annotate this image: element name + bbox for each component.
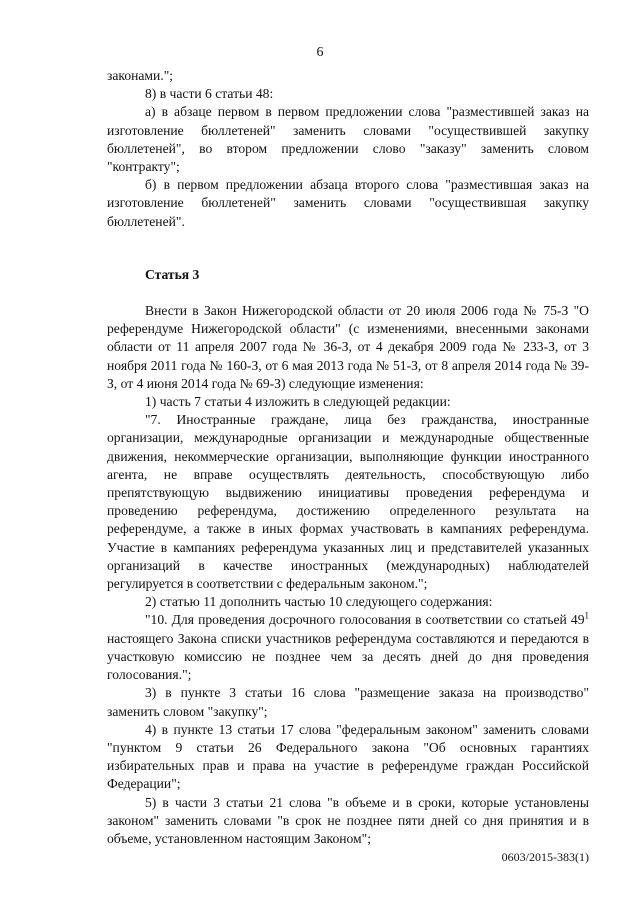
document-body: [107, 67, 589, 848]
paragraph: 5) в части 3 статьи 21 слова "в объеме и в сроки, которые установлены законом" заменить словами "в срок не позднее пяти дней со дня принятия и в объеме, установленном настоящим Законом";: [107, 794, 589, 846]
paragraph: законами.";: [107, 68, 174, 83]
document-code: 0603/2015-383(1): [501, 850, 589, 864]
paragraph: 4) в пункте 13 статьи 17 слова "федеральным законом" заменить словами "пунктом 9 статьи 26 Федерального закона "Об основных гарантиях избирательных прав и права на участие в референдуме граждан Российской Федерации";: [107, 721, 589, 792]
paragraph: "7. Иностранные граждане, лица без гражданства, иностранные организации, международные организации и международные общественные движения, некоммерческие организации, выполняющие функции иностранного агента, не вправе осуществлять деятельность, способствующую либо препятствующую выдвижению инициативы проведения референдума и проведению референдума, достижению определенного результата на референдуме, а также в иных формах участвовать в кампаниях референдума. Участие в кампаниях референдума указанных лиц и представителей указанных организаций в качестве иностранных (международных) наблюдателей регулируется в соответствии с федеральным законом.";: [107, 412, 589, 592]
paragraph: а) в абзаце первом в первом предложении слова "разместившей заказ на изготовление бюллетеней" заменить словами "осуществившей закупку бюллетеней", во втором предложении слово "заказу" заменить словом "контракту";: [107, 104, 589, 175]
article-heading: Статья 3: [145, 266, 200, 282]
paragraph: 3) в пункте 3 статьи 16 слова "размещение заказа на производство" заменить словом "закупку";: [107, 685, 589, 719]
spacer: [107, 284, 589, 302]
paragraph: [107, 611, 589, 684]
paragraph: б) в первом предложении абзаца второго слова "разместившая заказ на изготовление бюллетеней" заменить словами "осуществившая закупку бюллетеней".: [107, 177, 589, 229]
paragraph: 8) в части 6 статьи 48:: [145, 86, 274, 102]
paragraph-text: "10. Для проведения досрочного голосования в соответствии со статьей 49: [145, 612, 585, 628]
spacer: [107, 231, 589, 266]
paragraph: Внести в Закон Нижегородской области от 20 июля 2006 года № 75-З "О референдуме Нижегородской области" (с изменениями, внесенными законами области от 11 апреля 2007 года № 36-З, от 4 декабря 2009 года № 233-З, от 3 ноября 2011 года № 160-З, от 6 мая 2013 года № 51-З, от 8 апреля 2014 года № 39-З, от 4 июня 2014 года № 69-З) следующие изменения:: [107, 303, 589, 391]
paragraph-text: настоящего Закона списки участников референдума составляются и передаются в участковую комиссию не позднее чем за десять дней до дня проведения голосования.";: [107, 630, 589, 683]
paragraph: 1) часть 7 статьи 4 изложить в следующей редакции:: [145, 394, 451, 410]
page-number: 6: [316, 45, 324, 60]
superscript: 1: [584, 610, 589, 621]
paragraph: 2) статью 11 дополнить частью 10 следующего содержания:: [145, 594, 493, 610]
